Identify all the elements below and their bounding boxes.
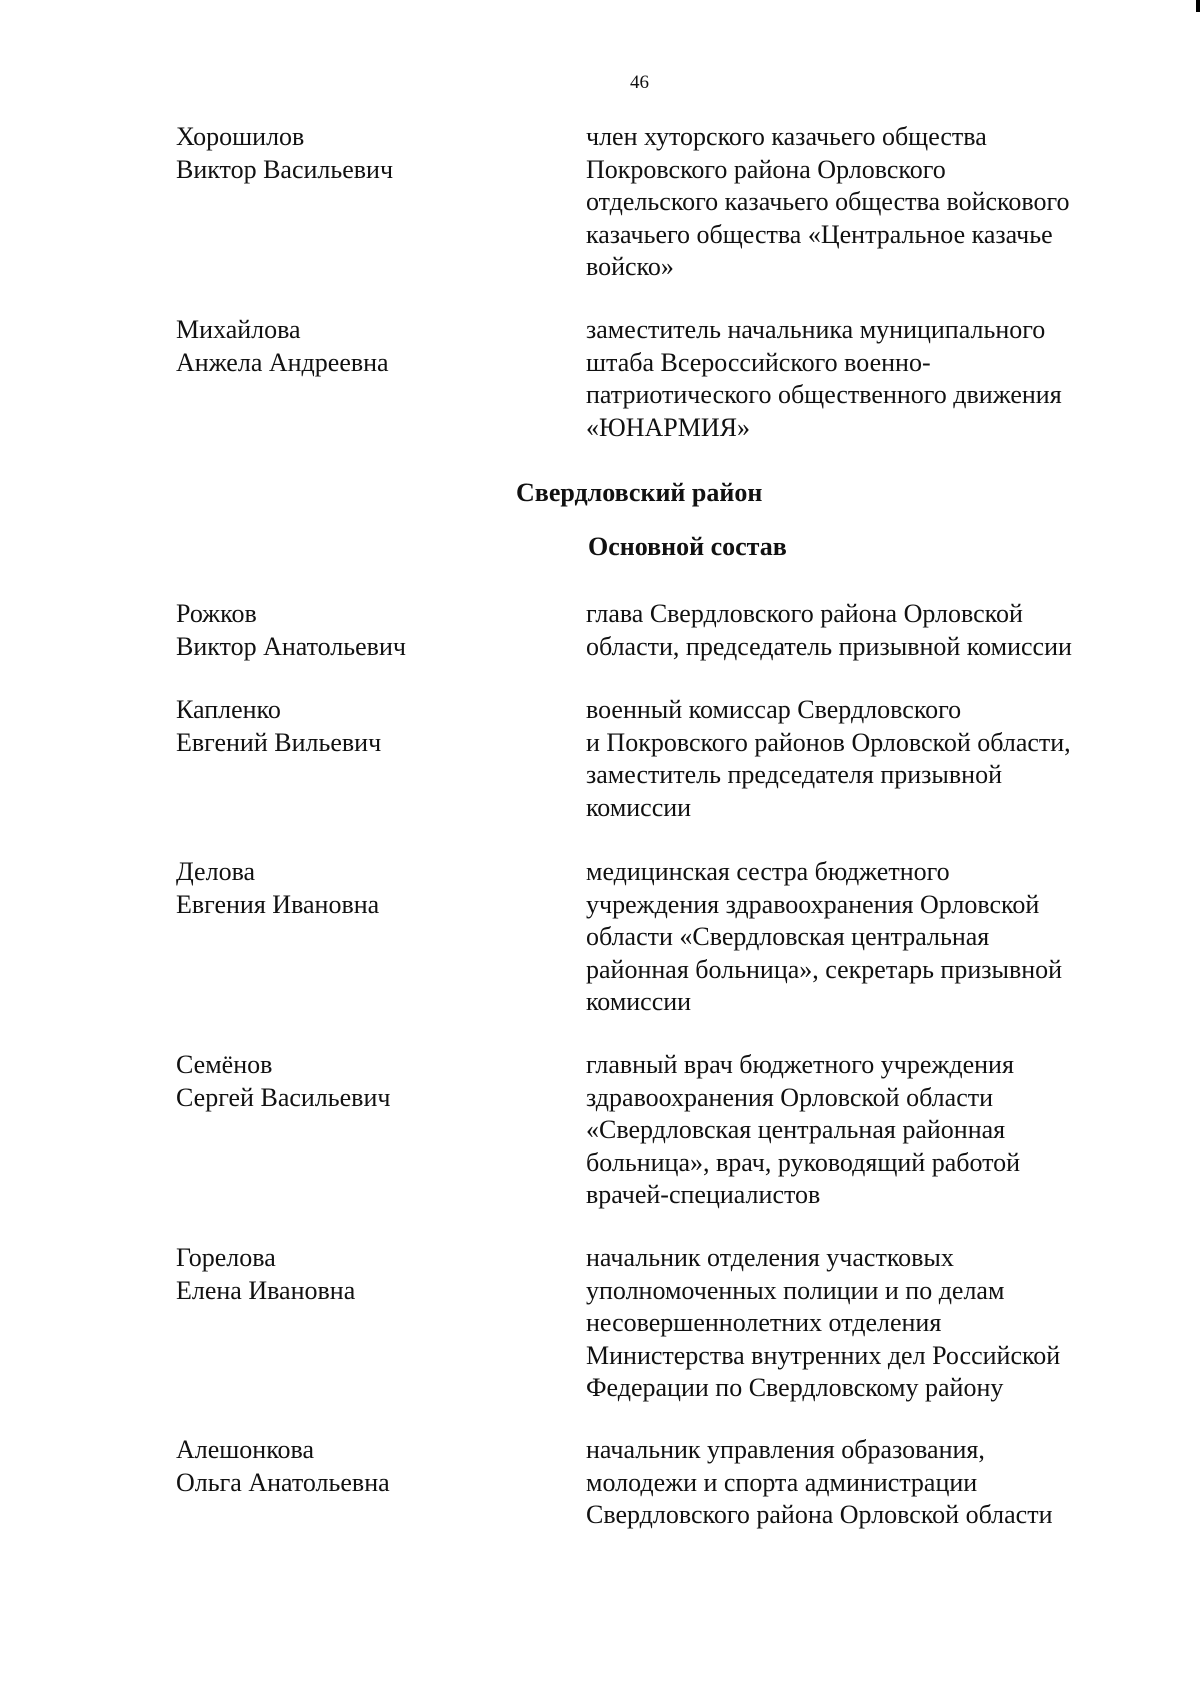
position-line: казачьего общества «Центральное казачье	[586, 219, 1053, 249]
member-position	[586, 1434, 1146, 1532]
member-name	[176, 856, 556, 921]
member-name	[176, 1049, 556, 1114]
member-surname: Михайлова	[176, 315, 301, 344]
member-position	[586, 121, 1146, 284]
member-name	[176, 694, 556, 759]
position-line: районная больница», секретарь призывной	[586, 954, 1063, 984]
position-line: войско»	[586, 252, 674, 281]
position-line: уполномоченных полиции и по делам	[586, 1275, 1005, 1305]
position-line: начальник управления образования,	[586, 1435, 985, 1464]
member-position	[586, 1242, 1146, 1405]
member-given-names: Ольга Анатольевна	[176, 1467, 390, 1497]
section-subtitle: Основной состав	[588, 532, 787, 561]
position-line: военный комиссар Свердловского	[586, 695, 962, 724]
member-given-names: Сергей Васильевич	[176, 1082, 391, 1112]
member-surname: Хорошилов	[176, 122, 305, 151]
position-line: «Свердловская центральная районная	[586, 1115, 1006, 1144]
position-line: отдельского казачьего общества войскового	[586, 187, 1070, 216]
position-line: области «Свердловская центральная	[586, 922, 990, 951]
member-given-names: Анжела Андреевна	[176, 347, 389, 377]
member-name	[176, 1242, 556, 1307]
position-line: Министерства внутренних дел Российской	[586, 1340, 1061, 1370]
position-line: начальник отделения участковых	[586, 1243, 954, 1272]
position-line: патриотического общественного движения	[586, 380, 1062, 409]
member-given-names: Виктор Васильевич	[176, 154, 394, 184]
position-line: несовершеннолетних отделения	[586, 1308, 942, 1337]
member-given-names: Виктор Анатольевич	[176, 631, 406, 661]
member-position	[586, 598, 1146, 663]
member-surname: Рожков	[176, 599, 257, 628]
position-line: «ЮНАРМИЯ»	[586, 412, 750, 442]
position-line: главный врач бюджетного учреждения	[586, 1050, 1014, 1079]
member-position	[586, 694, 1146, 824]
position-line: Покровского района Орловского	[586, 154, 946, 184]
position-line: член хуторского казачьего общества	[586, 122, 987, 151]
position-line: заместитель председателя призывной	[586, 760, 1002, 789]
position-line: области, председатель призывной комиссии	[586, 631, 1072, 661]
member-surname: Алешонкова	[176, 1435, 315, 1464]
scan-edge-mark	[1196, 0, 1200, 12]
position-line: врачей-специалистов	[586, 1180, 821, 1209]
member-position	[586, 314, 1146, 444]
position-line: штаба Всероссийского военно-	[586, 347, 931, 377]
position-line: учреждения здравоохранения Орловской	[586, 889, 1040, 919]
section-title: Свердловский район	[516, 478, 763, 507]
member-surname: Семёнов	[176, 1050, 273, 1079]
member-given-names: Евгения Ивановна	[176, 889, 380, 919]
page-number: 46	[630, 72, 649, 93]
member-name	[176, 121, 556, 186]
position-line: глава Свердловского района Орловской	[586, 599, 1023, 628]
member-name	[176, 598, 556, 663]
member-position	[586, 1049, 1146, 1212]
member-given-names: Елена Ивановна	[176, 1275, 356, 1305]
position-line: заместитель начальника муниципального	[586, 315, 1046, 344]
position-line: комиссии	[586, 792, 692, 822]
position-line: медицинская сестра бюджетного	[586, 857, 950, 886]
position-line: здравоохранения Орловской области	[586, 1082, 994, 1112]
member-name	[176, 1434, 556, 1499]
member-given-names: Евгений Вильевич	[176, 727, 382, 757]
member-surname: Капленко	[176, 695, 281, 724]
position-line: и Покровского районов Орловской области,	[586, 727, 1071, 757]
position-line: больница», врач, руководящий работой	[586, 1147, 1021, 1177]
position-line: комиссии	[586, 987, 692, 1016]
member-position	[586, 856, 1146, 1019]
position-line: Свердловского района Орловской области	[586, 1500, 1053, 1529]
position-line: молодежи и спорта администрации	[586, 1467, 978, 1497]
member-surname: Делова	[176, 857, 256, 886]
position-line: Федерации по Свердловскому району	[586, 1373, 1004, 1402]
member-surname: Горелова	[176, 1243, 276, 1272]
member-name	[176, 314, 556, 379]
